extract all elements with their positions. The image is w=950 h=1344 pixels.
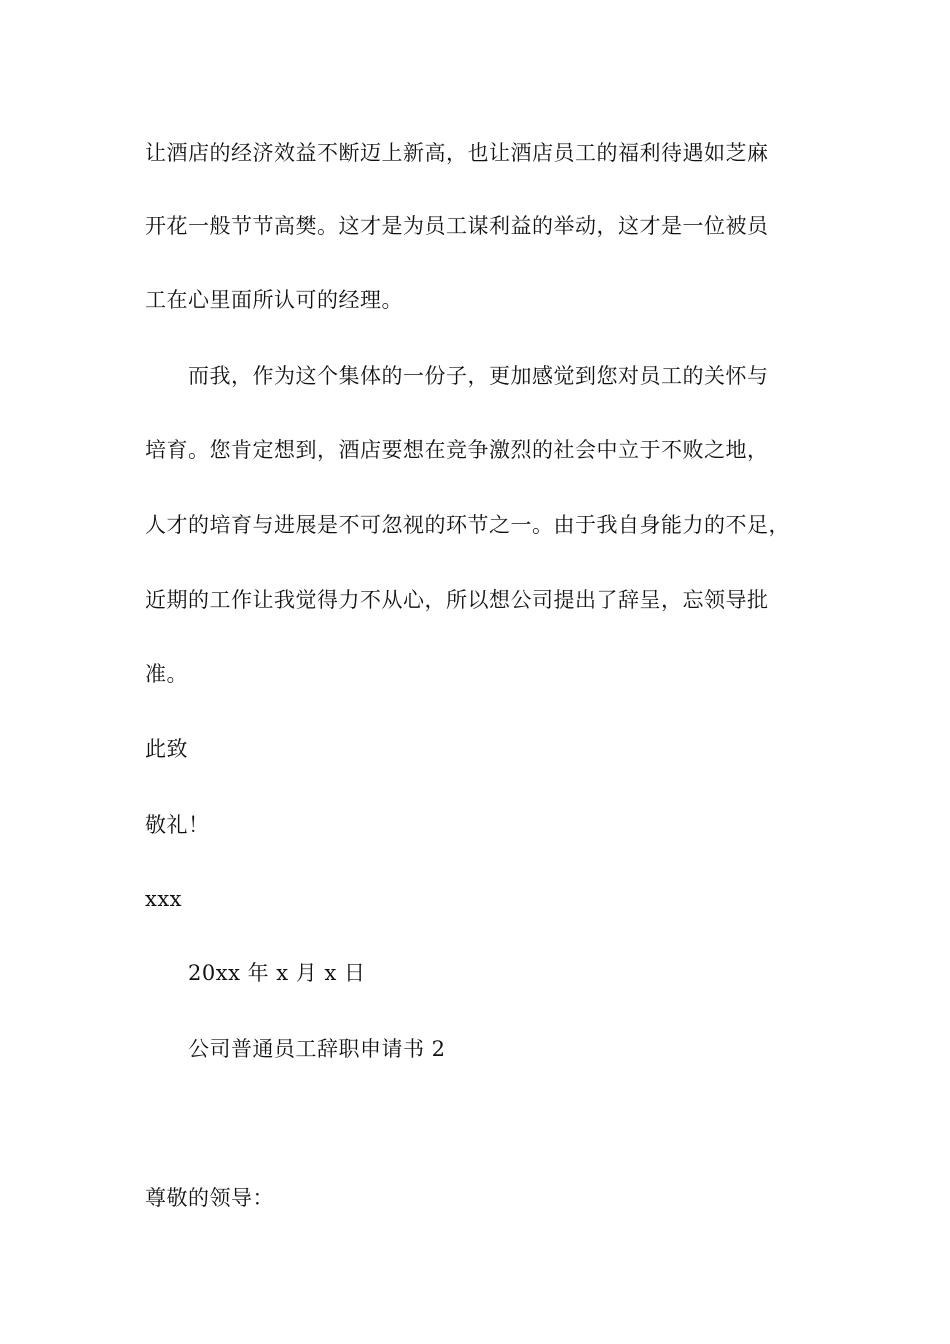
paragraph-line: 培育。您肯定想到，酒店要想在竞争激烈的社会中立于不败之地，: [145, 438, 769, 462]
paragraph-line: 近期的工作让我觉得力不从心，所以想公司提出了辞呈，忘领导批: [145, 588, 769, 612]
closing-line: 敬礼！: [145, 813, 210, 837]
closing-line: 此致: [145, 737, 188, 761]
paragraph-line: 工在心里面所认可的经理。: [145, 288, 403, 312]
paragraph-line: 人才的培育与进展是不可忽视的环节之一。由于我自身能力的不足，: [145, 513, 790, 537]
paragraph-line: 准。: [145, 662, 188, 686]
paragraph-line: 而我，作为这个集体的一份子，更加感觉到您对员工的关怀与: [188, 364, 769, 388]
paragraph-line: 让酒店的经济效益不断迈上新高，也让酒店员工的福利待遇如芝麻: [145, 141, 769, 165]
salutation: 尊敬的领导：: [145, 1186, 274, 1210]
date-line: 20xx 年 x 月 x 日: [188, 961, 366, 985]
paragraph-line: 开花一般节节高樊。这才是为员工谋利益的举动，这才是一位被员: [145, 214, 769, 238]
section-title: 公司普通员工辞职申请书 2: [188, 1037, 446, 1061]
signature: xxx: [145, 887, 183, 911]
